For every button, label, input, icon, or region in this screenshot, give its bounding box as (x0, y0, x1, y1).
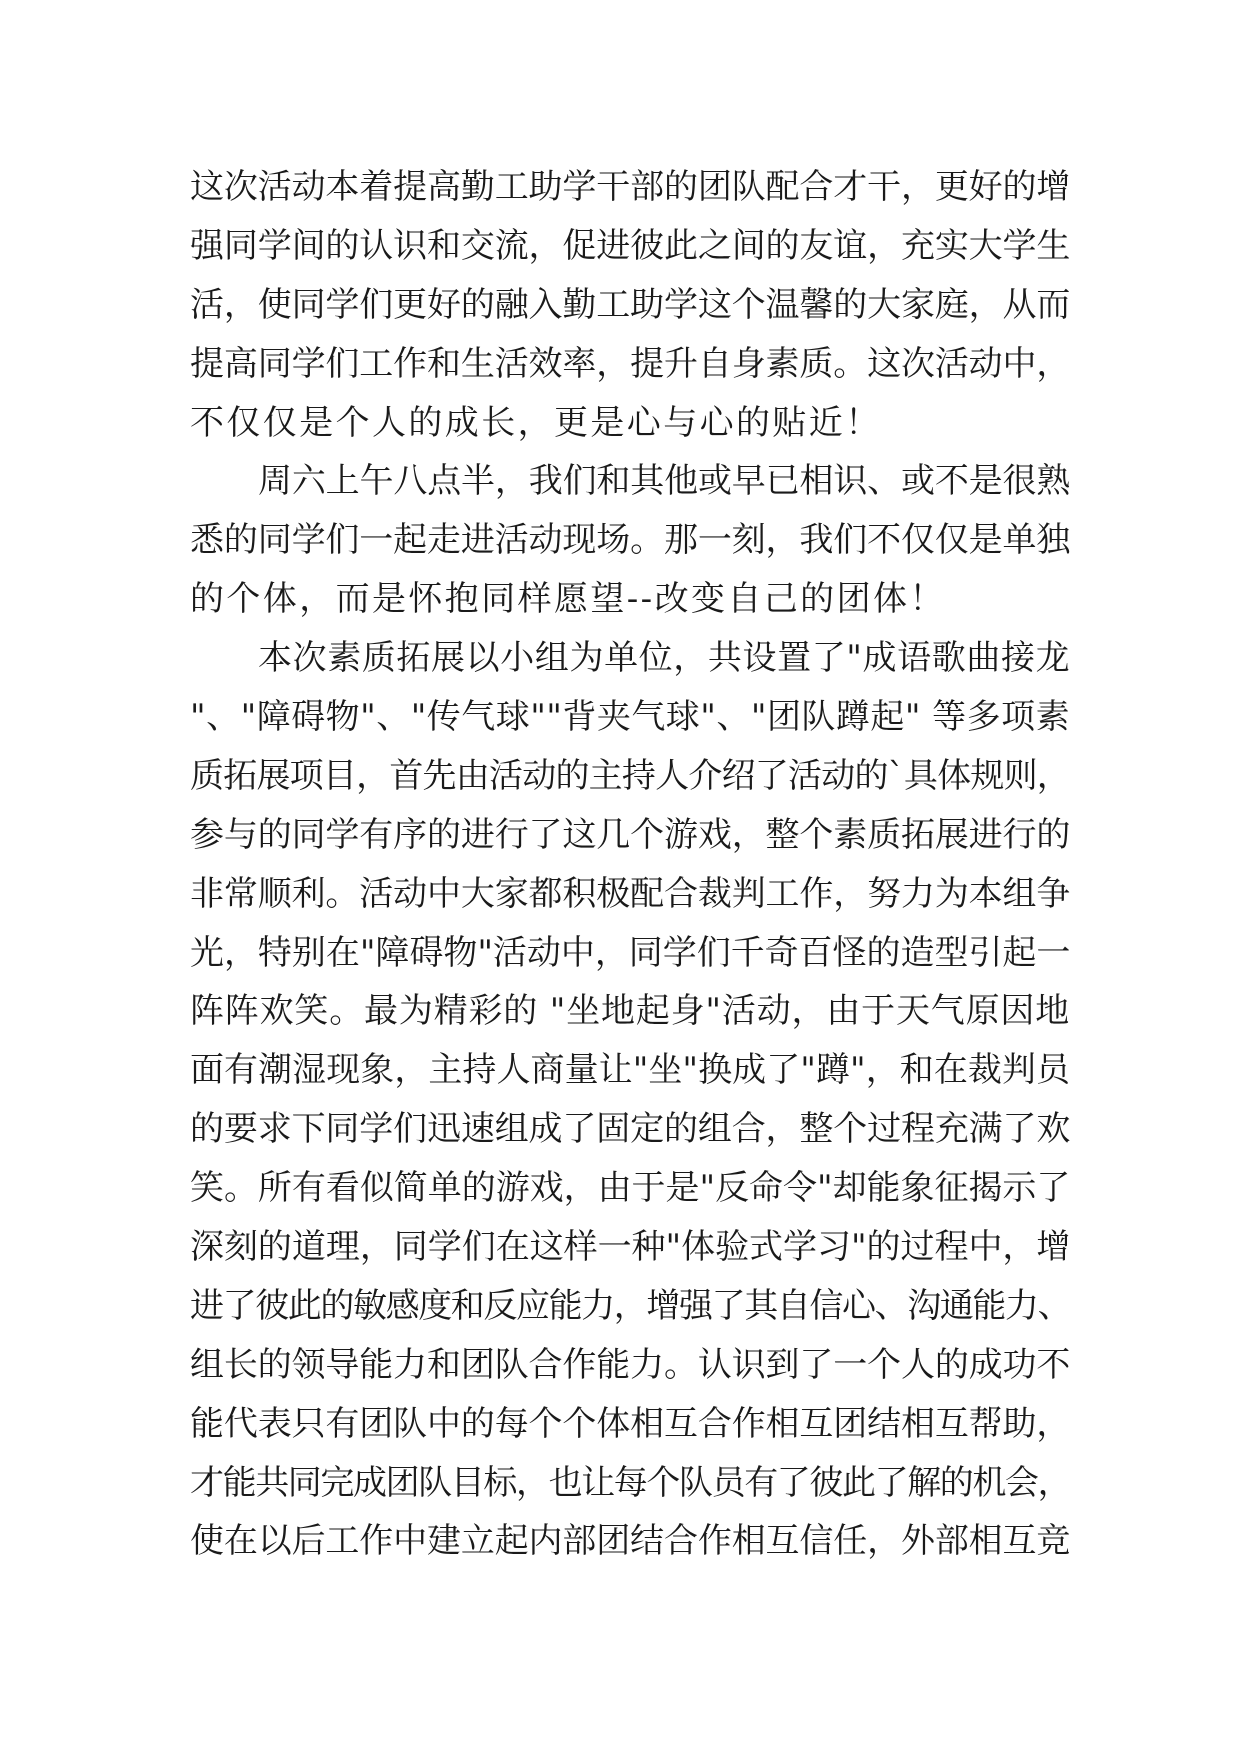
text-line: 质拓展项目，首先由活动的主持人介绍了活动的`具体规则， (190, 755, 1070, 796)
text-line: 使在以后工作中建立起内部团结合作相互信任，外部相互竞 (190, 1521, 1070, 1562)
body-text (190, 158, 1070, 1571)
text-line: 强同学间的认识和交流，促进彼此之间的友谊，充实大学生 (190, 225, 1070, 266)
text-line: 面有潮湿现象，主持人商量让"坐"换成了"蹲"，和在裁判员 (190, 1050, 1070, 1091)
text-line: 参与的同学有序的进行了这几个游戏，整个素质拓展进行的 (190, 814, 1070, 855)
text-line: 本次素质拓展以小组为单位，共设置了"成语歌曲接龙 (258, 638, 1070, 679)
text-line: 活，使同学们更好的融入勤工助学这个温馨的大家庭，从而 (190, 284, 1070, 325)
text-line: 能代表只有团队中的每个个体相互合作相互团结相互帮助， (190, 1403, 1070, 1444)
text-line: 提高同学们工作和生活效率，提升自身素质。这次活动中， (190, 343, 1070, 384)
text-line: 光，特别在"障碍物"活动中，同学们千奇百怪的造型引起一 (190, 932, 1070, 973)
text-line: "、"障碍物"、"传气球""背夹气球"、"团队蹲起" 等多项素 (190, 697, 1070, 738)
text-line: 的个体，而是怀抱同样愿望--改变自己的团体！ (190, 579, 946, 620)
text-line: 的要求下同学们迅速组成了固定的组合，整个过程充满了欢 (190, 1109, 1070, 1150)
text-line: 笑。所有看似简单的游戏，由于是"反命令"却能象征揭示了 (190, 1168, 1070, 1209)
text-line: 进了彼此的敏感度和反应能力，增强了其自信心、沟通能力、 (190, 1285, 1070, 1326)
text-line: 才能共同完成团队目标，也让每个队员有了彼此了解的机会， (190, 1462, 1070, 1503)
text-line: 不仅仅是个人的成长，更是心与心的贴近！ (190, 402, 882, 443)
text-line: 非常顺利。活动中大家都积极配合裁判工作，努力为本组争 (190, 873, 1070, 914)
text-line: 周六上午八点半，我们和其他或早已相识、或不是很熟 (258, 461, 1070, 502)
text-line: 阵阵欢笑。最为精彩的 "坐地起身"活动，由于天气原因地 (190, 991, 1070, 1032)
text-line: 悉的同学们一起走进活动现场。那一刻，我们不仅仅是单独 (190, 520, 1070, 561)
text-line: 深刻的道理，同学们在这样一种"体验式学习"的过程中，增 (190, 1227, 1070, 1268)
text-line: 组长的领导能力和团队合作能力。认识到了一个人的成功不 (190, 1344, 1070, 1385)
text-line: 这次活动本着提高勤工助学干部的团队配合才干，更好的增 (190, 167, 1070, 207)
